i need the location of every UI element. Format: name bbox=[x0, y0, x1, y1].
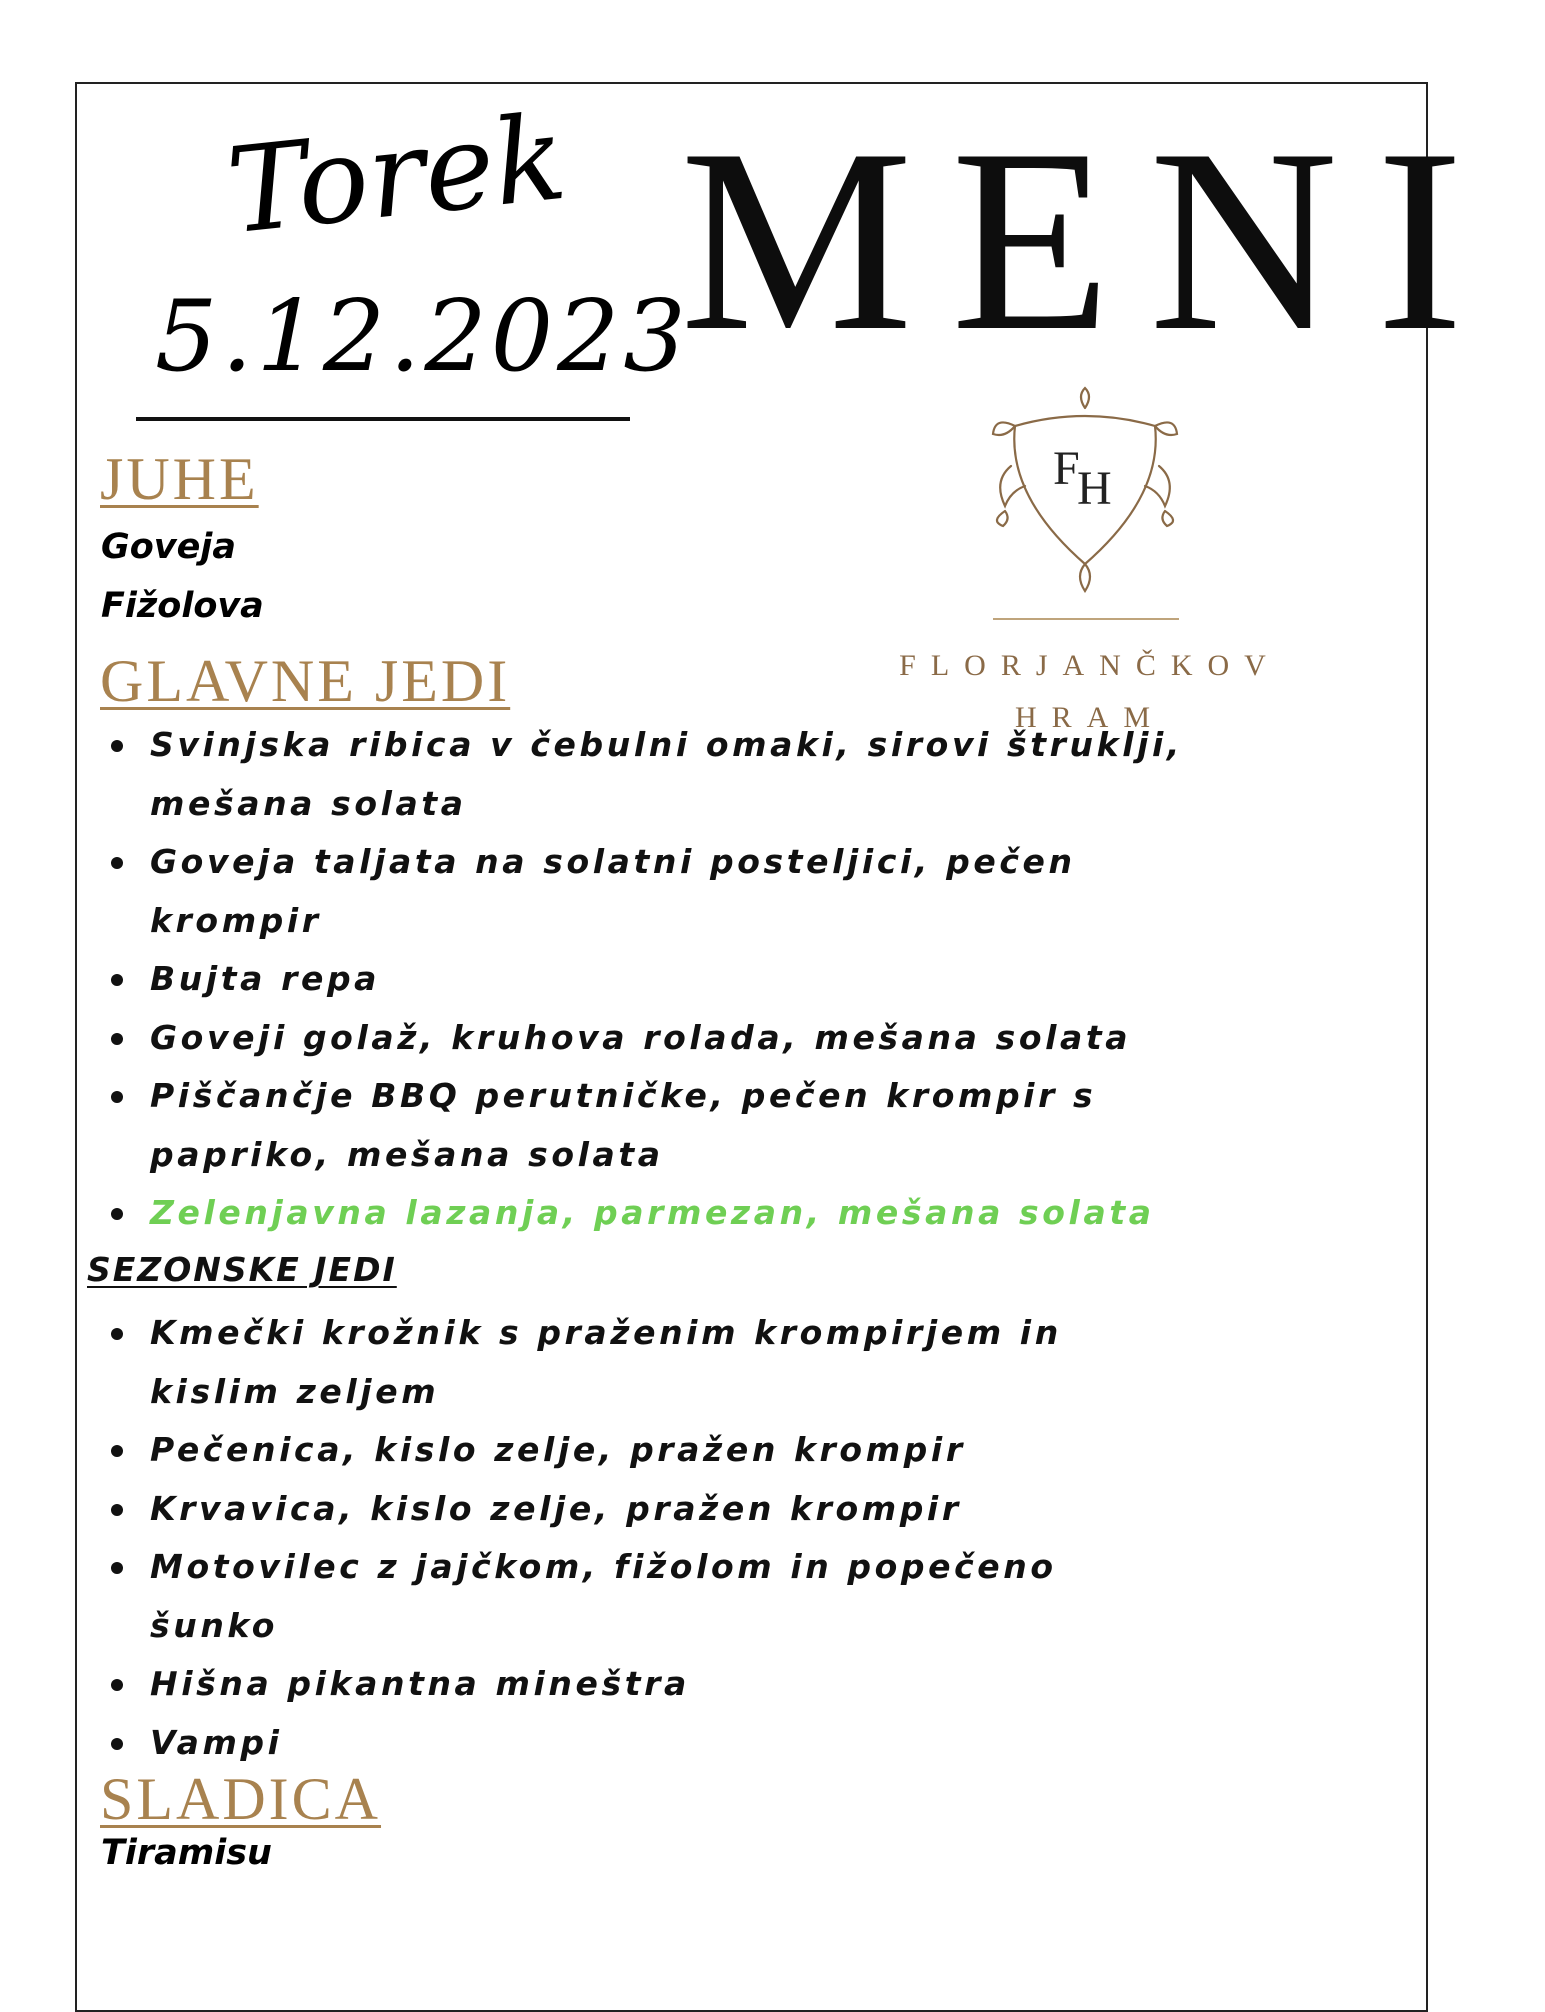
header-divider bbox=[136, 417, 630, 421]
list-item bbox=[108, 1421, 1188, 1480]
seasonal-title: SEZONSKE JEDI bbox=[87, 1250, 397, 1289]
seasonal-dish-text: Krvavica, kislo zelje, pražen krompir bbox=[150, 1488, 962, 1528]
seasonal-dish-text: Pečenica, kislo zelje, pražen krompir bbox=[150, 1430, 966, 1469]
main-dish-text: Goveja taljata na solatni posteljici, pečen krompir bbox=[150, 842, 1076, 940]
date-label: 5.12.2023 bbox=[155, 280, 690, 394]
bullet-icon bbox=[111, 1738, 123, 1750]
main-dishes-list bbox=[108, 716, 1188, 1243]
dessert-title: SLADICA bbox=[100, 1766, 382, 1832]
main-dish-text: Piščančje BBQ perutničke, pečen krompir s papriko, mešana solata bbox=[150, 1076, 1097, 1174]
logo-monogram-f: F bbox=[1053, 442, 1080, 495]
main-dish-text: Zelenjavna lazanja, parmezan, mešana solata bbox=[150, 1193, 1155, 1232]
bullet-icon bbox=[111, 740, 123, 752]
list-item bbox=[108, 950, 1188, 1009]
dessert-item: Tiramisu bbox=[101, 1833, 272, 1873]
list-item-vegetarian bbox=[108, 1184, 1188, 1243]
bullet-icon bbox=[111, 1562, 123, 1574]
main-dish-text: Svinjska ribica v čebulni omaki, sirovi štruklji, mešana solata bbox=[150, 725, 1184, 823]
list-item bbox=[108, 1538, 1188, 1655]
seasonal-list bbox=[108, 1304, 1188, 1772]
date-script bbox=[150, 270, 690, 394]
list-item bbox=[108, 1304, 1188, 1421]
seasonal-dish-text: Motovilec z jajčkom, fižolom in popečeno šunko bbox=[150, 1547, 1057, 1645]
soup-item: Goveja bbox=[101, 527, 236, 567]
bullet-icon bbox=[111, 1091, 123, 1103]
logo-divider bbox=[993, 618, 1179, 620]
bullet-icon bbox=[111, 1504, 123, 1516]
list-item bbox=[108, 1067, 1188, 1184]
list-item bbox=[108, 1009, 1188, 1068]
seasonal-dish-text: Kmečki krožnik s praženim krompirjem in kislim zeljem bbox=[150, 1313, 1062, 1411]
bullet-icon bbox=[111, 974, 123, 986]
list-item bbox=[108, 1655, 1188, 1714]
bullet-icon bbox=[111, 1445, 123, 1457]
list-item bbox=[108, 833, 1188, 950]
logo-monogram-h: H bbox=[1077, 462, 1112, 515]
bullet-icon bbox=[111, 1679, 123, 1691]
logo-emblem bbox=[985, 386, 1185, 596]
soup-item: Fižolova bbox=[101, 586, 264, 626]
page-title: MENI bbox=[680, 95, 1502, 385]
bullet-icon bbox=[111, 1208, 123, 1220]
seasonal-dish-text: Vampi bbox=[150, 1722, 283, 1762]
list-item bbox=[108, 716, 1188, 833]
day-script bbox=[220, 87, 600, 261]
main-dish-text: Goveji golaž, kruhova rolada, mešana solata bbox=[150, 1017, 1132, 1057]
list-item bbox=[108, 1714, 1188, 1773]
main-dishes-title: GLAVNE JEDI bbox=[100, 648, 511, 714]
main-dish-text: Bujta repa bbox=[150, 959, 381, 998]
soups-title: JUHE bbox=[100, 446, 259, 512]
bullet-icon bbox=[111, 857, 123, 869]
day-label: Torek bbox=[221, 87, 573, 261]
logo-name-line2: HRAM bbox=[1014, 701, 1165, 734]
list-item bbox=[108, 1480, 1188, 1539]
logo-name-line1: FLORJANČKOV bbox=[899, 649, 1281, 682]
bullet-icon bbox=[111, 1033, 123, 1045]
seasonal-dish-text: Hišna pikantna mineštra bbox=[150, 1664, 690, 1703]
bullet-icon bbox=[111, 1328, 123, 1340]
